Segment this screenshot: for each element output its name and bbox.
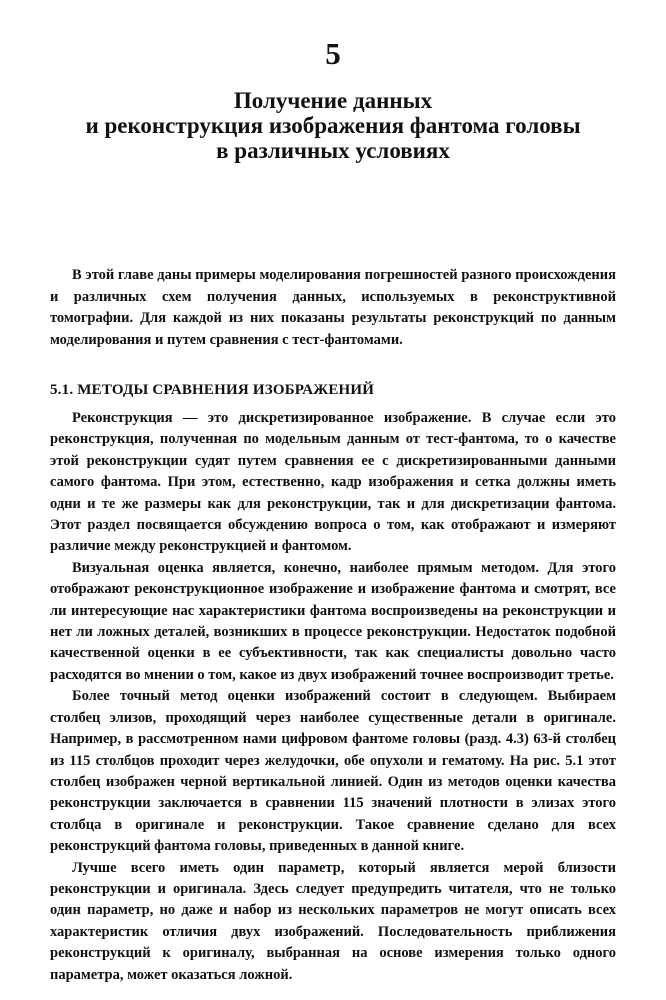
body-paragraph-3: Более точный метод оценки изображений состоит в следующем. Выбираем столбец элизов, проходящий через наиболее существенные детали в оригинале. Например, в рассмотренном нами цифровом фантоме головы (разд. 4.3) 63-й столбец из 115 столбцов проходит через желудочки, обе опухоли и гематому. На рис. 5.1 этот столбец изображен черной вертикальной линией. Один из методов оценки качества реконструкции заключается в сравнении 115 значений плотности в элизах этого столбца в оригинале и реконструкции. Такое сравнение сделано для всех реконструкций фантома головы, приведенных в данной книге. (50, 688, 616, 855)
chapter-title-line-3: в различных условиях (216, 138, 450, 163)
section-body (50, 408, 616, 986)
body-paragraph-4: Лучше всего иметь один параметр, который является мерой близости реконструкции и оригинала. Здесь следует предупредить читателя, что не только один параметр, но даже и набор из нескольких параметров не могут описать всех характеристик отличия двух изображений. Последовательность приближения реконструкций к оригиналу, выбранная на основе измерения только одного параметра, может оказаться ложной. (50, 859, 616, 983)
intro-paragraph: В этой главе даны примеры моделирования погрешностей разного происхождения и различных схем получения данных, используемых в реконструктивной томографии. Для каждой из них показаны результаты реконструкций по данным моделирования и путем сравнения с тест-фантомами. (50, 267, 616, 348)
section-heading: 5.1. МЕТОДЫ СРАВНЕНИЯ ИЗОБРАЖЕНИЙ (50, 382, 375, 398)
body-paragraph-1: Реконструкция — это дискретизированное изображение. В случае если это реконструкция, полученная по модельным данным от тест-фантома, то о качестве этой реконструкции судят путем сравнения ее с дискретизированными данными самого фантома. При этом, естественно, кадр изображения и сетка должны иметь одни и те же размеры как для реконструкции, так и для дискретизации фантома. Этот раздел посвящается обсуждению вопроса о том, как отображают и измеряют различие между реконструкцией и фантомом. (50, 410, 616, 555)
chapter-intro (50, 265, 616, 351)
chapter-number: 5 (325, 36, 341, 71)
chapter-title (40, 88, 626, 163)
body-paragraph-2: Визуальная оценка является, конечно, наиболее прямым методом. Для этого отображают реконструкционное изображение и изображение фантома и смотрят, все ли интересующие нас характеристики фантома воспроизведены на реконструкции и нет ли ложных деталей, возникших в процессе реконструкции. Недостаток подобной качественной оценки в ее субъективности, так как специалисты довольно часто расходятся во мнении о том, какое из двух изображений точнее воспроизводит третье. (50, 559, 616, 683)
chapter-title-line-2: и реконструкция изображения фантома головы (85, 113, 581, 138)
chapter-title-line-1: Получение данных (233, 88, 433, 113)
